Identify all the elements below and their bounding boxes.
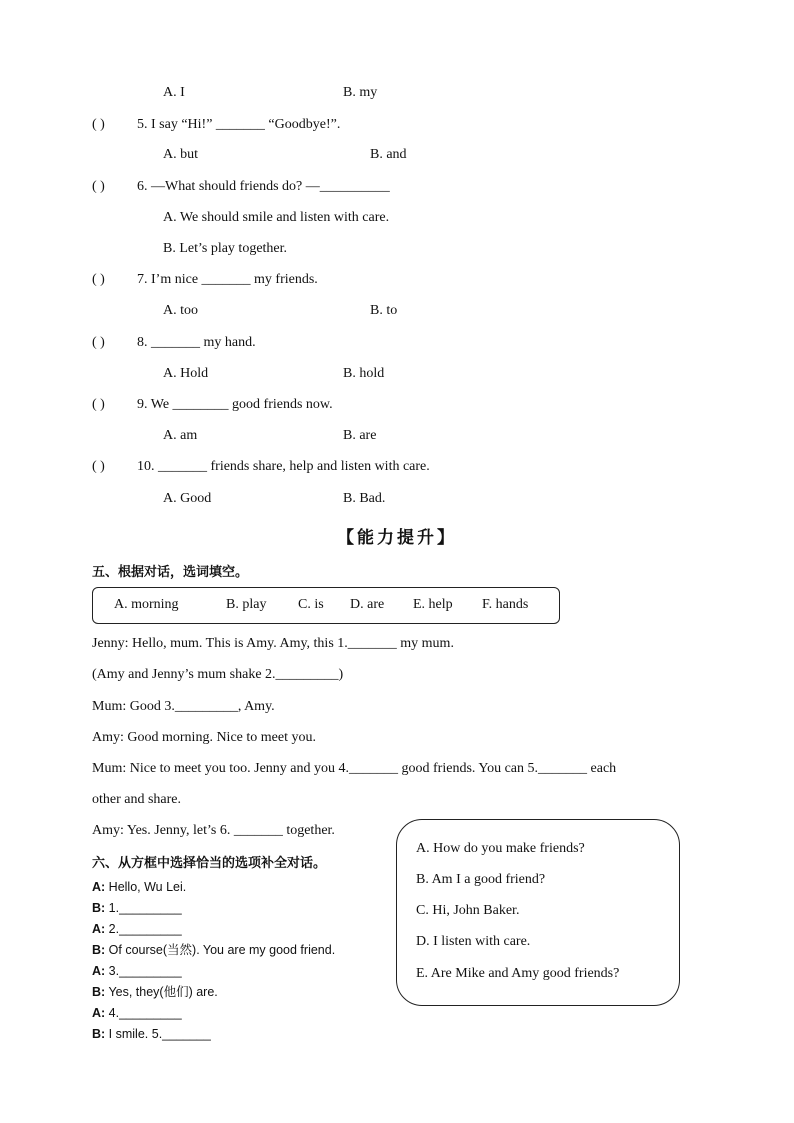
answer-option: C. Hi, John Baker. (416, 903, 520, 918)
dialogue-row (92, 900, 182, 916)
q6-answer-paren: ( ) (92, 179, 105, 194)
q9-answer-paren: ( ) (92, 397, 105, 412)
q10-answer-paren: ( ) (92, 459, 105, 474)
word-bank-item: B. play (226, 597, 267, 612)
dialogue-text: 4._________ (105, 1006, 182, 1020)
speaker-label: B: (92, 985, 106, 999)
dialogue-text: Of course(当然). You are my good friend. (105, 943, 336, 957)
dialogue-text: I smile. 5._______ (105, 1027, 211, 1041)
answer-option: A. How do you make friends? (416, 841, 585, 856)
dialogue-line: Jenny: Hello, mum. This is Amy. Amy, this 1._______ my mum. (92, 636, 454, 651)
part5-heading: 五、根据对话，选词填空。 (92, 565, 249, 580)
answer-options-box (396, 819, 680, 1006)
part6-heading: 六、从方框中选择恰当的选项补全对话。 (92, 856, 327, 871)
q7-answer-paren: ( ) (92, 272, 105, 287)
speaker-label: A: (92, 880, 106, 894)
dialogue-line: (Amy and Jenny’s mum shake 2._________) (92, 667, 344, 682)
speaker-label: A: (92, 1006, 106, 1020)
q5-option-b: B. and (370, 147, 407, 162)
q7-question: 7. I’m nice _______ my friends. (137, 272, 318, 287)
word-bank-item: E. help (413, 597, 453, 612)
word-bank-item: C. is (298, 597, 324, 612)
word-bank-item: A. morning (114, 597, 179, 612)
speaker-label: B: (92, 901, 106, 915)
section-title: 【能力提升】 (337, 528, 457, 548)
speaker-label: B: (92, 943, 106, 957)
dialogue-row (92, 879, 186, 895)
dialogue-row (92, 984, 218, 1000)
dialogue-text: Hello, Wu Lei. (105, 880, 187, 894)
q8-option-a: A. Hold (163, 366, 209, 381)
answer-option: B. Am I a good friend? (416, 872, 546, 887)
dialogue-text: 2._________ (105, 922, 182, 936)
q6-option-b: B. Let’s play together. (163, 241, 288, 256)
dialogue-line: Mum: Nice to meet you too. Jenny and you 4._______ good friends. You can 5._______ each (92, 761, 617, 776)
q5-option-a: A. but (163, 147, 198, 162)
dialogue-row (92, 921, 182, 937)
dialogue-row (92, 942, 335, 958)
q7-option-b: B. to (370, 303, 398, 318)
q10-option-a: A. Good (163, 491, 212, 506)
speaker-label: A: (92, 964, 106, 978)
q5-answer-paren: ( ) (92, 117, 105, 132)
q6-question: 6. —What should friends do? —__________ (137, 179, 390, 194)
q8-question: 8. _______ my hand. (137, 335, 256, 350)
dialogue-row (92, 1005, 182, 1021)
q10-question: 10. _______ friends share, help and listen with care. (137, 459, 430, 474)
answer-option: E. Are Mike and Amy good friends? (416, 966, 620, 981)
q9-option-a: A. am (163, 428, 198, 443)
q6-option-a: A. We should smile and listen with care. (163, 210, 390, 225)
q7-option-a: A. too (163, 303, 198, 318)
q4-option-a: A. I (163, 85, 185, 100)
speaker-label: A: (92, 922, 106, 936)
dialogue-text: 1._________ (105, 901, 182, 915)
word-bank-box (92, 587, 560, 624)
speaker-label: B: (92, 1027, 106, 1041)
q5-question: 5. I say “Hi!” _______ “Goodbye!”. (137, 117, 341, 132)
q4-option-b: B. my (343, 85, 378, 100)
q10-option-b: B. Bad. (343, 491, 386, 506)
dialogue-row (92, 963, 182, 979)
dialogue-text: Yes, they(他们) are. (105, 985, 218, 999)
dialogue-line: Mum: Good 3._________, Amy. (92, 699, 275, 714)
dialogue-row (92, 1026, 211, 1042)
word-bank-item: F. hands (482, 597, 529, 612)
dialogue-text: 3._________ (105, 964, 182, 978)
dialogue-line: other and share. (92, 792, 182, 807)
dialogue-line: Amy: Yes. Jenny, let’s 6. _______ together. (92, 823, 335, 838)
q9-question: 9. We ________ good friends now. (137, 397, 333, 412)
q8-option-b: B. hold (343, 366, 385, 381)
q8-answer-paren: ( ) (92, 335, 105, 350)
word-bank-item: D. are (350, 597, 385, 612)
answer-option: D. I listen with care. (416, 934, 531, 949)
q9-option-b: B. are (343, 428, 377, 443)
dialogue-line: Amy: Good morning. Nice to meet you. (92, 730, 316, 745)
